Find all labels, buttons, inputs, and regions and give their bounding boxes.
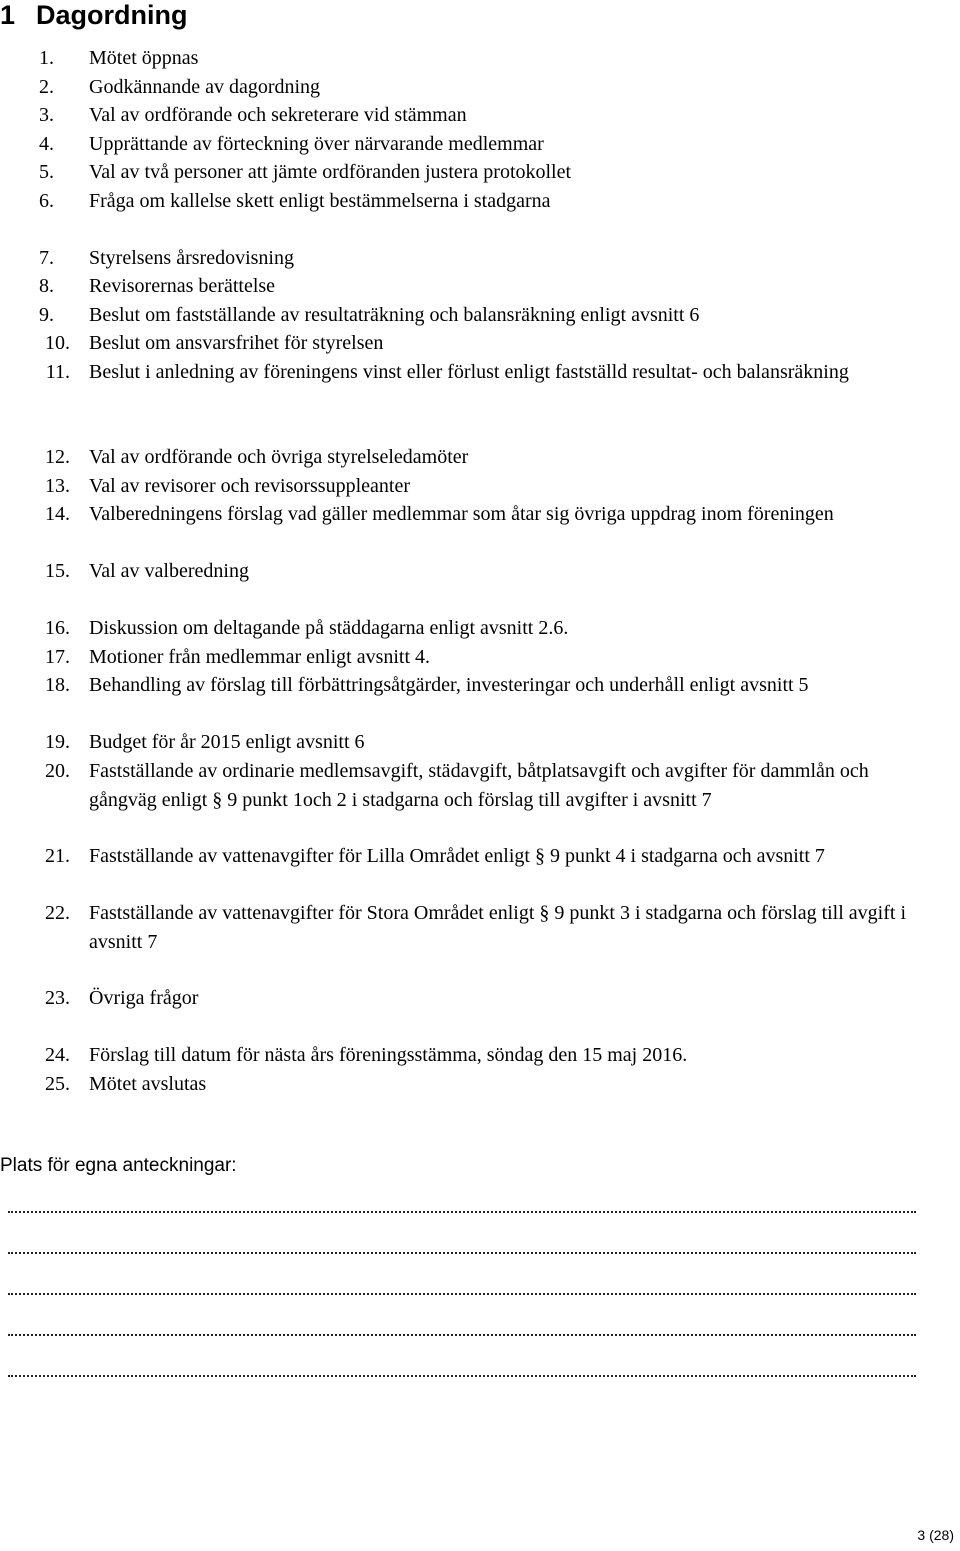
agenda-item-text: Förslag till datum för nästa års föreningsstämma, söndag den 15 maj 2016. xyxy=(89,1044,688,1066)
agenda-item-number: 12. xyxy=(45,446,70,468)
notes-label: Plats för egna anteckningar: xyxy=(0,1155,237,1176)
agenda-item-number: 16. xyxy=(45,617,70,639)
agenda-item-number: 11. xyxy=(45,361,70,383)
agenda-item-text: Val av två personer att jämte ordföranden justera protokollet xyxy=(89,161,572,183)
notes-line xyxy=(8,1252,916,1254)
agenda-item-text: Budget för år 2015 enligt avsnitt 6 xyxy=(89,731,365,753)
agenda-item-text: Styrelsens årsredovisning xyxy=(89,247,294,269)
agenda-item-number: 10. xyxy=(45,332,70,354)
agenda-item-number: 4. xyxy=(39,133,54,155)
agenda-item-text: Behandling av förslag till förbättringsåtgärder, investeringar och underhåll enligt avsnitt 5 xyxy=(89,674,809,696)
notes-line xyxy=(8,1375,916,1377)
agenda-item-text: Diskussion om deltagande på städdagarna enligt avsnitt 2.6. xyxy=(89,617,569,639)
agenda-item-number: 6. xyxy=(39,190,54,212)
agenda-item-number: 17. xyxy=(45,646,70,668)
agenda-item-text: Mötet öppnas xyxy=(89,47,199,69)
agenda-item-text: Godkännande av dagordning xyxy=(89,76,321,98)
agenda-item-number: 14. xyxy=(45,503,70,525)
agenda-item-text: Val av revisorer och revisorssuppleanter xyxy=(89,475,410,497)
agenda-item-number: 2. xyxy=(39,76,54,98)
agenda-item-number: 13. xyxy=(45,475,70,497)
agenda-item-number: 15. xyxy=(45,560,70,582)
agenda-item-number: 20. xyxy=(45,760,70,782)
agenda-item-text: Fastställande av vattenavgifter för Stora Området enligt § 9 punkt 3 i stadgarna och förslag till avgift i avsnitt 7 xyxy=(89,902,907,953)
agenda-item-number: 25. xyxy=(45,1073,70,1095)
agenda-item-number: 7. xyxy=(39,247,54,269)
section-title: Dagordning xyxy=(36,0,188,30)
agenda-item-text: Motioner från medlemmar enligt avsnitt 4. xyxy=(89,646,431,668)
agenda-item-text: Val av ordförande och övriga styrelseledamöter xyxy=(89,446,469,468)
agenda-item-text: Fastställande av vattenavgifter för Lilla Området enligt § 9 punkt 4 i stadgarna och avsnitt 7 xyxy=(89,845,825,867)
agenda-item-number: 22. xyxy=(45,902,70,924)
agenda-item-number: 21. xyxy=(45,845,70,867)
agenda-item-number: 1. xyxy=(39,47,54,69)
agenda-item-number: 24. xyxy=(45,1044,70,1066)
notes-line xyxy=(8,1334,916,1336)
agenda-item-text: Fastställande av ordinarie medlemsavgift, städavgift, båtplatsavgift och avgifter för dammlån och gångväg enligt § 9 punkt 1och 2 i stadgarna och förslag till avgifter i avsnitt 7 xyxy=(89,760,869,811)
agenda-item-number: 18. xyxy=(45,674,70,696)
agenda-item-number: 8. xyxy=(39,275,54,297)
page-number: 3 (28) xyxy=(917,1527,954,1543)
agenda-item-text: Fråga om kallelse skett enligt bestämmelserna i stadgarna xyxy=(89,190,551,212)
agenda-item-text: Val av valberedning xyxy=(89,560,249,582)
agenda-item-number: 3. xyxy=(39,104,54,126)
agenda-item-text: Valberedningens förslag vad gäller medlemmar som åtar sig övriga uppdrag inom föreningen xyxy=(89,503,834,525)
agenda-item-text: Revisorernas berättelse xyxy=(89,275,276,297)
agenda-item-number: 19. xyxy=(45,731,70,753)
agenda-item-number: 9. xyxy=(39,304,54,326)
agenda-item-text: Val av ordförande och sekreterare vid stämman xyxy=(89,104,467,126)
agenda-item-text: Beslut om ansvarsfrihet för styrelsen xyxy=(89,332,384,354)
section-number: 1 xyxy=(0,0,16,30)
notes-line xyxy=(8,1293,916,1295)
notes-line xyxy=(8,1211,916,1213)
agenda-item-text: Mötet avslutas xyxy=(89,1073,207,1095)
agenda-item-number: 5. xyxy=(39,161,54,183)
agenda-item-number: 23. xyxy=(45,987,70,1009)
agenda-item-text: Övriga frågor xyxy=(89,987,199,1009)
agenda-item-text: Beslut om fastställande av resultaträkning och balansräkning enligt avsnitt 6 xyxy=(89,304,700,326)
agenda-item-text: Beslut i anledning av föreningens vinst eller förlust enligt fastställd resultat- och balansräkning xyxy=(89,361,849,383)
agenda-item-text: Upprättande av förteckning över närvarande medlemmar xyxy=(89,133,544,155)
